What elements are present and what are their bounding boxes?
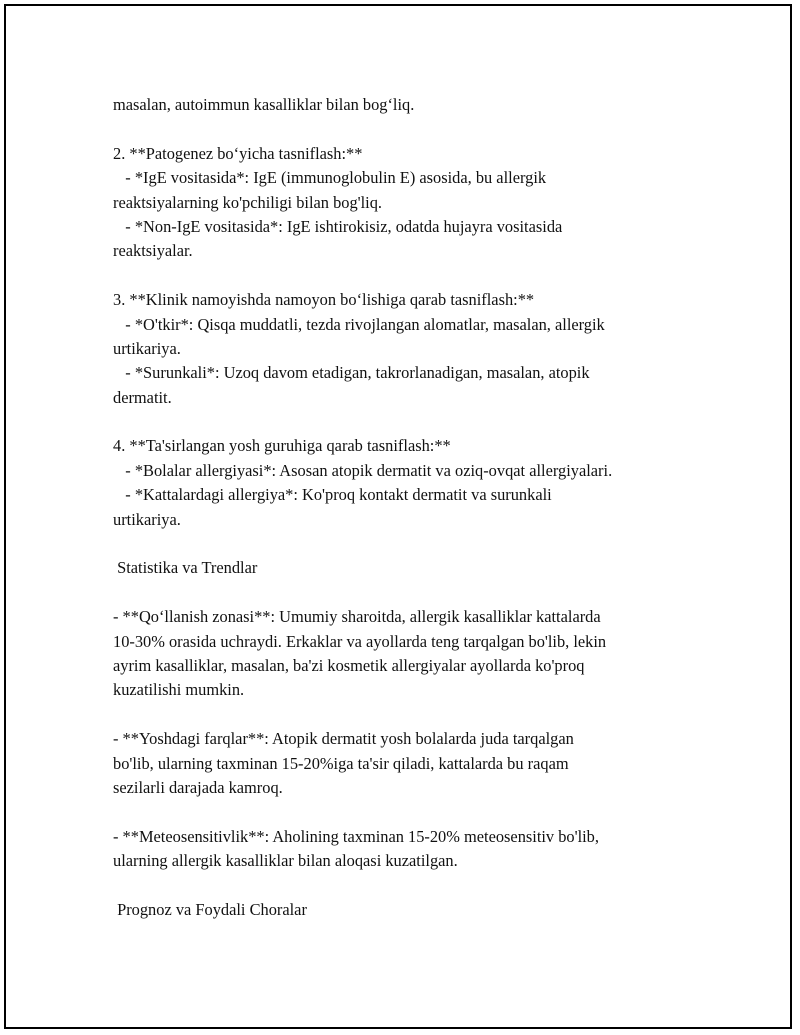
section-heading: Statistika va Trendlar [113,558,258,578]
text-line: masalan, autoimmun kasalliklar bilan bog‘liq. [113,95,415,114]
section-heading: Prognoz va Foydali Choralar [113,899,307,919]
text-line: kuzatilishi mumkin. [113,680,245,700]
text-line: - **Yoshdagi farqlar**: Atopik dermatit yosh bolalarda juda tarqalgan [113,729,574,749]
text-line: 10-30% orasida uchraydi. Erkaklar va ayollarda teng tarqalgan bo'lib, lekin [113,631,607,651]
text-line: bo'lib, ularning taxminan 15-20%iga ta'sir qiladi, kattalarda bu raqam [113,753,569,773]
text-line: dermatit. [113,387,172,407]
text-line: - *Surunkali*: Uzoq davom etadigan, takrorlanadigan, masalan, atopik [113,363,590,383]
paragraph-gap [113,800,693,824]
text-line: reaktsiyalar. [113,241,193,261]
text-line: ularning allergik kasalliklar bilan aloqasi kuzatilgan. [113,851,458,871]
paragraph-gap [113,581,693,605]
text-line: - *O'tkir*: Qisqa muddatli, tezda rivojlangan alomatlar, masalan, allergik [113,314,605,334]
text-line: 4. **Ta'sirlangan yosh guruhiga qarab tasniflash:** [113,436,451,456]
paragraph-gap [113,410,693,434]
paragraph-gap [113,874,693,898]
stat-age-differences [113,727,693,800]
text-line: - *Kattalardagi allergiya*: Ko'proq kontakt dermatit va surunkali [113,485,552,505]
text-line: sezilarli darajada kamroq. [113,777,283,797]
text-line: urtikariya. [113,509,181,529]
text-line: 3. **Klinik namoyishda namoyon bo‘lishiga qarab tasniflash:** [113,290,535,310]
section-heading-statistics [113,556,693,580]
document-body [113,93,693,922]
classification-clinical [113,288,693,410]
paragraph-gap [113,117,693,141]
section-heading-prognosis [113,898,693,922]
paragraph-gap [113,532,693,556]
stat-meteosensitivity [113,825,693,874]
text-line: - *IgE vositasida*: IgE (immunoglobulin E) asosida, bu allergik [113,168,547,188]
text-line: - **Meteosensitivlik**: Aholining taxminan 15-20% meteosensitiv bo'lib, [113,826,599,846]
stat-prevalence [113,605,693,703]
paragraph-gap [113,703,693,727]
text-line: - **Qo‘llanish zonasi**: Umumiy sharoitda, allergik kasalliklar kattalarda [113,607,601,627]
text-line: - *Non-IgE vositasida*: IgE ishtirokisiz, odatda hujayra vositasida [113,216,563,236]
text-line: - *Bolalar allergiyasi*: Asosan atopik dermatit va oziq-ovqat allergiyalari. [113,460,613,480]
paragraph-gap [113,264,693,288]
text-line: reaktsiyalarning ko'pchiligi bilan bog'liq. [113,192,383,212]
text-line: urtikariya. [113,338,181,358]
classification-pathogenesis [113,142,693,264]
paragraph [113,93,693,117]
text-line: ayrim kasalliklar, masalan, ba'zi kosmetik allergiyalar ayollarda ko'proq [113,655,585,675]
text-line: 2. **Patogenez bo‘yicha tasniflash:** [113,143,363,163]
classification-age-group [113,434,693,532]
